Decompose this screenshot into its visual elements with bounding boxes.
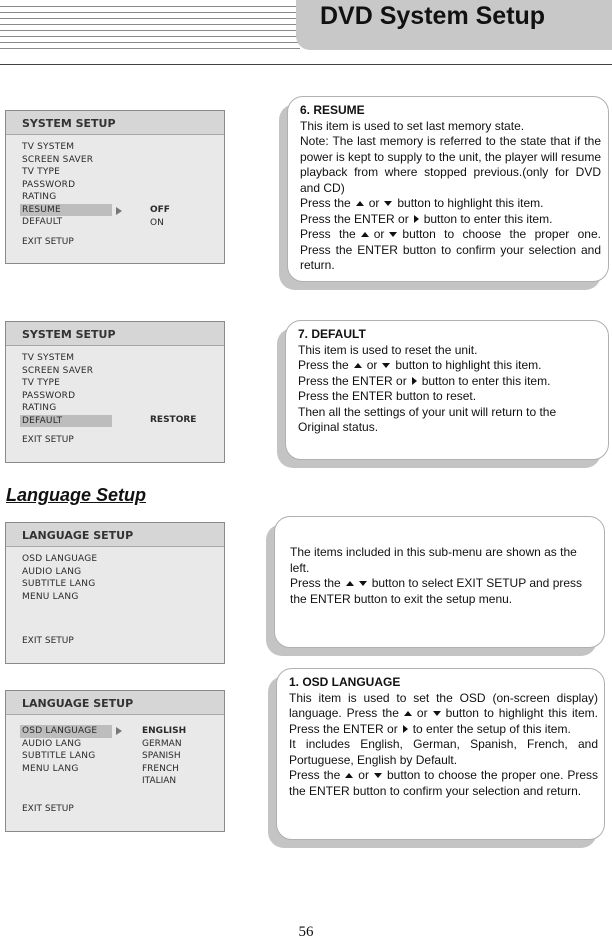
menu-item: PASSWORD: [22, 179, 76, 190]
screen-menu: [22, 725, 112, 775]
text-paragraph: Press the or button to choose the proper one. Press the ENTER button to confirm your selection and return.: [289, 768, 598, 798]
exit-setup-label: EXIT SETUP: [22, 435, 74, 445]
text-line: Press the ENTER or button to enter this item.: [298, 373, 551, 388]
menu-item: RATING: [22, 192, 57, 202]
option: OFF: [150, 205, 170, 215]
menu-item: SUBTITLE LANG: [22, 751, 96, 761]
text-paragraph: Press the or button to choose the proper one. Press the ENTER button to confirm your selection and return.: [300, 227, 601, 272]
text-line: This item is used to set last memory state.: [300, 118, 525, 133]
screen-title: SYSTEM SETUP: [6, 111, 224, 135]
menu-item: TV TYPE: [22, 378, 61, 388]
menu-item: SCREEN SAVER: [22, 365, 94, 376]
text-line: Press the ENTER or button to enter this item.: [300, 211, 553, 226]
language-setup-screen: [5, 522, 225, 664]
up-arrow-icon: [354, 363, 362, 368]
option-list: [150, 204, 170, 229]
menu-item: AUDIO LANG: [22, 566, 82, 577]
screen-menu: [22, 352, 112, 427]
default-description: [285, 320, 609, 460]
exit-setup-label: EXIT SETUP: [22, 636, 74, 646]
text-line: The items included in this sub-menu are shown as the left.: [290, 545, 577, 575]
text-paragraph: This item is used to set the OSD (on-screen display) language. Press the or button to highlight this item. Press the ENTER or to enter the setup of this item.: [289, 690, 598, 736]
text-paragraph: Press the button to select EXIT SETUP and press the ENTER button to exit the setup menu.: [290, 576, 583, 606]
text-paragraph: Note: The last memory is referred to the state that if the power is kept to supply to the unit, the player will resume playback from where stopped previous.(only for DVD and CD): [300, 134, 601, 195]
language-setup-screen-osd: [5, 690, 225, 832]
menu-item: TV TYPE: [22, 167, 61, 177]
language-setup-heading: Language Setup: [6, 485, 147, 505]
text-line: Press the or button to highlight this item.: [300, 196, 544, 210]
system-setup-screen-default: [5, 321, 225, 463]
up-arrow-icon: [404, 711, 412, 716]
osd-language-description: [276, 668, 605, 840]
text-paragraph: It includes English, German, Spanish, French, and Portuguese, English by Default.: [289, 737, 598, 767]
screen-title: LANGUAGE SETUP: [6, 691, 224, 715]
page-title: DVD System Setup: [320, 2, 546, 30]
menu-item: TV SYSTEM: [22, 353, 75, 363]
system-setup-screen-resume: [5, 110, 225, 264]
menu-item: OSD LANGUAGE: [22, 554, 98, 564]
menu-item: MENU LANG: [22, 591, 79, 602]
screen-menu: [22, 553, 97, 603]
language-intro-description: [274, 516, 605, 648]
header-rule: [0, 64, 612, 65]
up-arrow-icon: [345, 773, 353, 778]
menu-item: RATING: [22, 403, 57, 413]
text-line: Press the or button to highlight this item.: [298, 358, 542, 372]
menu-item-selected: OSD LANGUAGE: [20, 725, 112, 738]
menu-item-selected: DEFAULT: [20, 415, 112, 428]
menu-item: PASSWORD: [22, 390, 76, 401]
menu-item: SUBTITLE LANG: [22, 579, 96, 589]
section-heading: 6. RESUME: [300, 103, 365, 117]
menu-item: SCREEN SAVER: [22, 154, 94, 165]
menu-item: DEFAULT: [22, 217, 63, 227]
header-decoration-lines: [0, 6, 300, 56]
option: ITALIAN: [142, 776, 177, 786]
screen-menu: [22, 141, 112, 229]
right-arrow-icon: [414, 215, 419, 223]
right-arrow-icon: [403, 725, 408, 733]
section-heading: 7. DEFAULT: [298, 327, 366, 341]
page-number: 56: [298, 924, 314, 940]
down-arrow-icon: [382, 363, 390, 368]
menu-item: MENU LANG: [22, 763, 79, 774]
down-arrow-icon: [384, 201, 392, 206]
option-list: [142, 725, 186, 788]
down-arrow-icon: [374, 773, 382, 778]
text-line: Press the ENTER button to reset.: [298, 389, 477, 403]
option: ON: [150, 217, 164, 228]
menu-item: AUDIO LANG: [22, 738, 82, 749]
option: FRENCH: [142, 763, 179, 774]
header-tab: [296, 0, 612, 50]
text-line: This item is used to reset the unit.: [298, 342, 478, 357]
right-arrow-icon: [116, 207, 122, 215]
up-arrow-icon: [346, 581, 354, 586]
screen-title: SYSTEM SETUP: [6, 322, 224, 346]
exit-setup-label: EXIT SETUP: [22, 804, 74, 814]
right-arrow-icon: [412, 377, 417, 385]
menu-item-selected: RESUME: [20, 204, 112, 217]
option-list: [150, 414, 196, 427]
down-arrow-icon: [359, 581, 367, 586]
section-heading: 1. OSD LANGUAGE: [289, 675, 401, 689]
screen-title: LANGUAGE SETUP: [6, 523, 224, 547]
up-arrow-icon: [356, 201, 364, 206]
option: RESTORE: [150, 415, 197, 425]
menu-item: TV SYSTEM: [22, 142, 75, 152]
exit-setup-label: EXIT SETUP: [22, 237, 74, 247]
option: SPANISH: [142, 751, 181, 761]
text-paragraph: Then all the settings of your unit will return to the Original status.: [298, 404, 557, 434]
down-arrow-icon: [389, 232, 397, 237]
down-arrow-icon: [433, 711, 441, 716]
up-arrow-icon: [361, 232, 369, 237]
option: GERMAN: [142, 738, 182, 749]
resume-description: [287, 96, 609, 282]
option: ENGLISH: [142, 726, 187, 736]
right-arrow-icon: [116, 727, 122, 735]
